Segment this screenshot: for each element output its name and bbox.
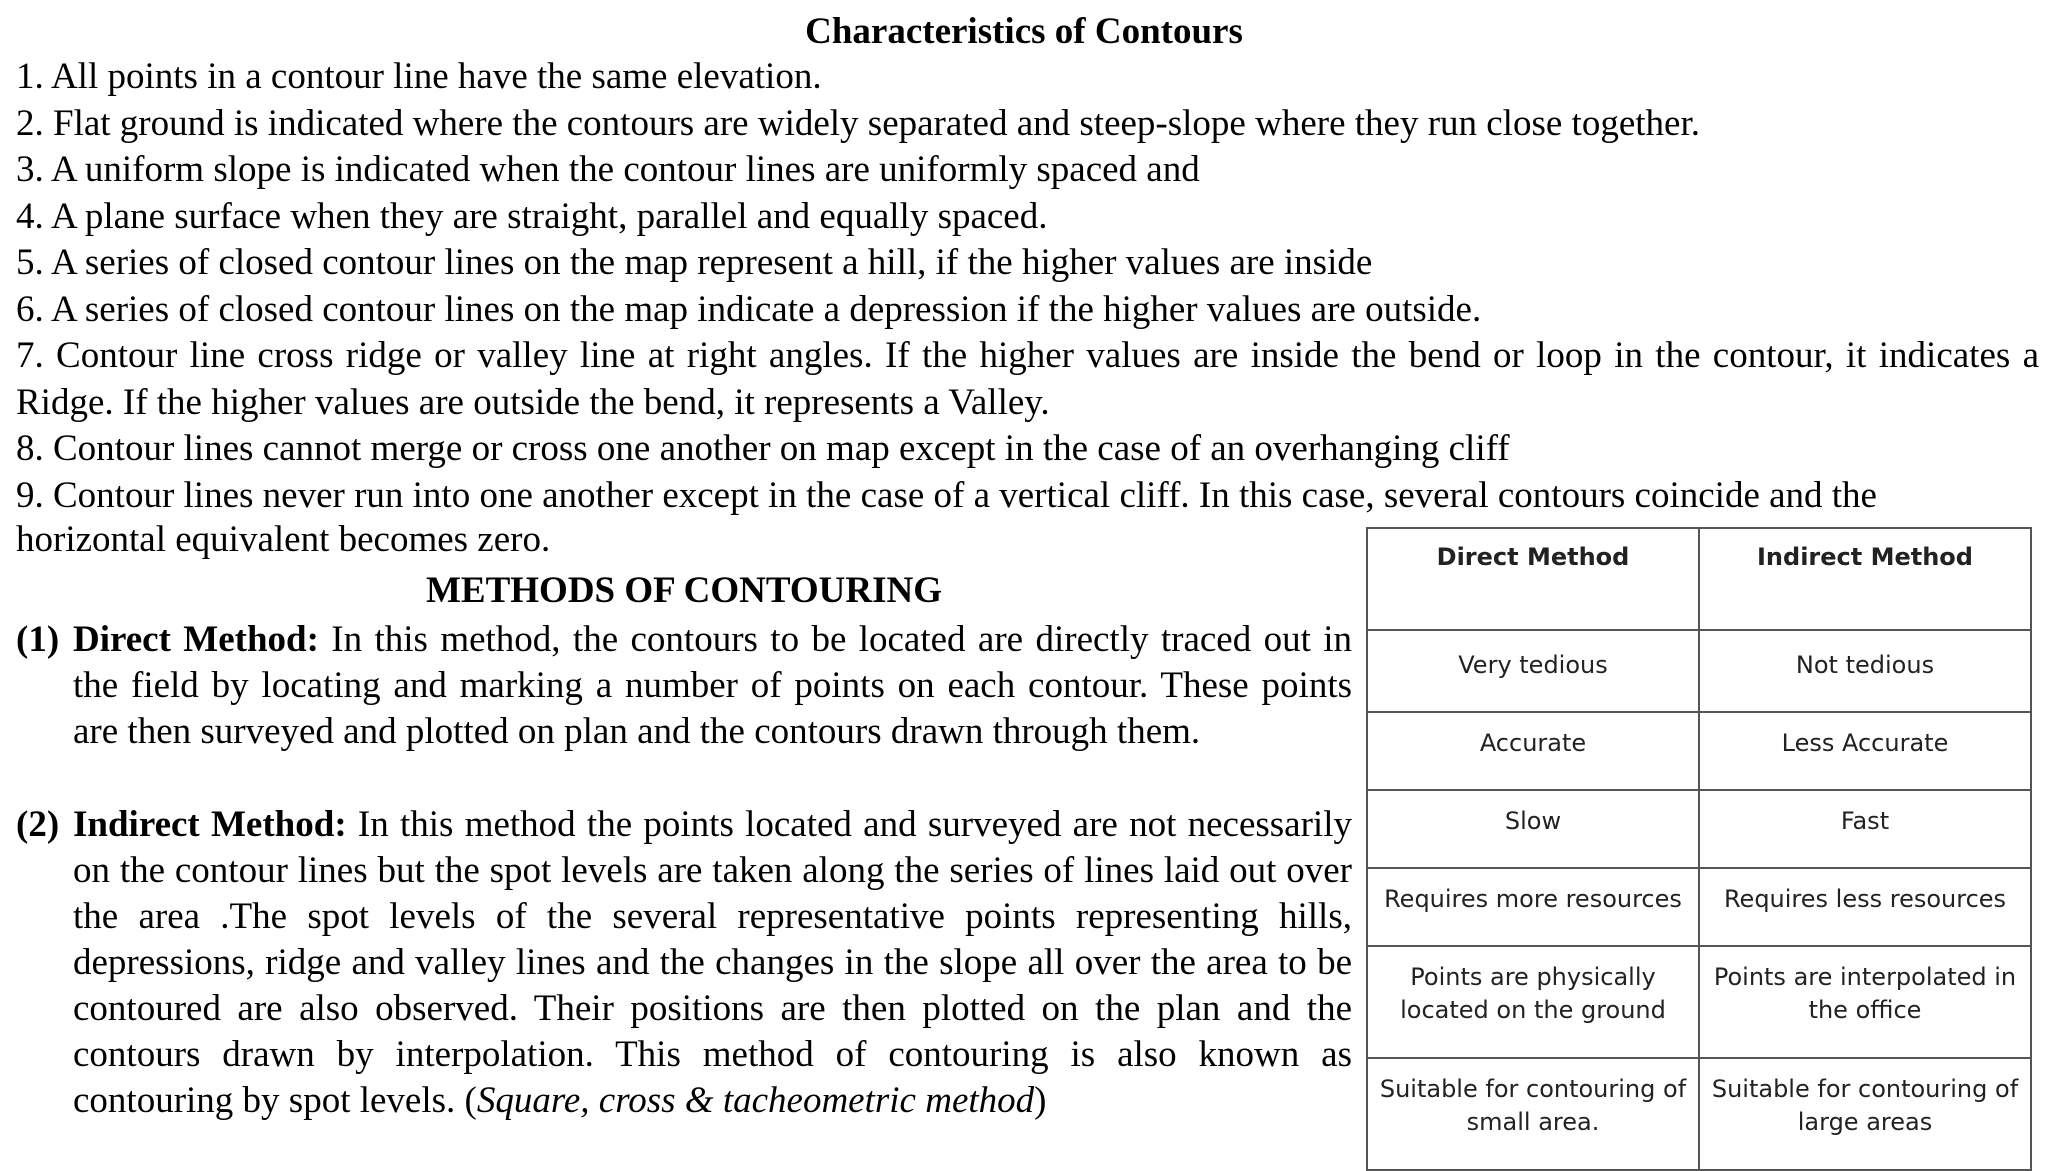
method-body xyxy=(73,802,1352,1124)
characteristic-item: 9. Contour lines never run into one another except in the case of a vertical cliff. In this case, several contours coincide and the xyxy=(16,474,1877,516)
table-cell: Very tedious xyxy=(1367,630,1699,712)
characteristics-list xyxy=(16,54,2039,519)
table-cell: Points are physically located on the ground xyxy=(1367,946,1699,1058)
indirect-method-paragraph xyxy=(16,802,1352,1124)
method-label: Direct Method: xyxy=(73,619,319,660)
methods-heading: METHODS OF CONTOURING xyxy=(426,570,942,611)
table-cell: Slow xyxy=(1367,790,1699,868)
table-cell: Suitable for contouring of small area. xyxy=(1367,1058,1699,1170)
characteristic-item: 3. A uniform slope is indicated when the contour lines are uniformly spaced and xyxy=(16,149,1200,190)
characteristic-item: 5. A series of closed contour lines on the map represent a hill, if the higher values are inside xyxy=(16,242,1373,283)
characteristic-item: 8. Contour lines cannot merge or cross one another on map except in the case of an overhanging cliff xyxy=(16,428,1510,469)
table-header-row xyxy=(1367,528,2031,630)
method-close-paren: ) xyxy=(1034,1080,1047,1121)
table-cell: Requires less resources xyxy=(1699,868,2031,946)
table-cell: Suitable for contouring of large areas xyxy=(1699,1058,2031,1170)
method-body xyxy=(73,617,1352,755)
method-italic-note: Square, cross & tacheometric method xyxy=(476,1080,1035,1121)
table-cell: Not tedious xyxy=(1699,630,2031,712)
table-header-direct: Direct Method xyxy=(1367,528,1699,630)
table-header-indirect: Indirect Method xyxy=(1699,528,2031,630)
table-row xyxy=(1367,712,2031,790)
characteristic-item: 1. All points in a contour line have the same elevation. xyxy=(16,56,822,97)
method-number: (1) xyxy=(16,619,60,660)
characteristic-item: 6. A series of closed contour lines on the map indicate a depression if the higher values are outside. xyxy=(16,288,1482,330)
document-title: Characteristics of Contours xyxy=(805,11,1243,52)
direct-method-paragraph xyxy=(16,617,1352,755)
method-number: (2) xyxy=(16,804,60,845)
characteristic-item: 2. Flat ground is indicated where the contours are widely separated and steep-slope where they run close together. xyxy=(16,102,1700,144)
comparison-table xyxy=(1366,527,2032,1171)
method-text: In this method the points located and surveyed are not necessarily on the contour lines but the spot levels are taken along the series of lines laid out over the area .The spot levels of the several representative points representing hills, depressions, ridge and valley lines and the changes in the slope all over the area to be contoured are also observed. Their positions are then plotted on the plan and the contours drawn by interpolation. This method of contouring is also known as contouring by spot levels. ( xyxy=(73,804,1352,1121)
characteristic-item: 7. Contour line cross ridge or valley line at right angles. If the higher values are inside the bend or loop in the contour, it indicates a Ridge. If the higher values are outside the bend, it represents a Valley. xyxy=(16,335,2039,423)
table-cell: Points are interpolated in the office xyxy=(1699,946,2031,1058)
table-cell: Fast xyxy=(1699,790,2031,868)
method-label: Indirect Method: xyxy=(73,804,347,845)
table-cell: Accurate xyxy=(1367,712,1699,790)
table-row xyxy=(1367,946,2031,1058)
table-cell: Less Accurate xyxy=(1699,712,2031,790)
table-row xyxy=(1367,868,2031,946)
table-row xyxy=(1367,630,2031,712)
table-cell: Requires more resources xyxy=(1367,868,1699,946)
characteristic-item: 4. A plane surface when they are straight, parallel and equally spaced. xyxy=(16,195,1048,237)
method-text: In this method, the contours to be located are directly traced out in the field by locating and marking a number of points on each contour. These points are then surveyed and plotted on plan and the contours drawn through them. xyxy=(73,619,1353,752)
characteristic-9-continuation: horizontal equivalent becomes zero. xyxy=(16,519,551,560)
table-row xyxy=(1367,1058,2031,1170)
table-row xyxy=(1367,790,2031,868)
